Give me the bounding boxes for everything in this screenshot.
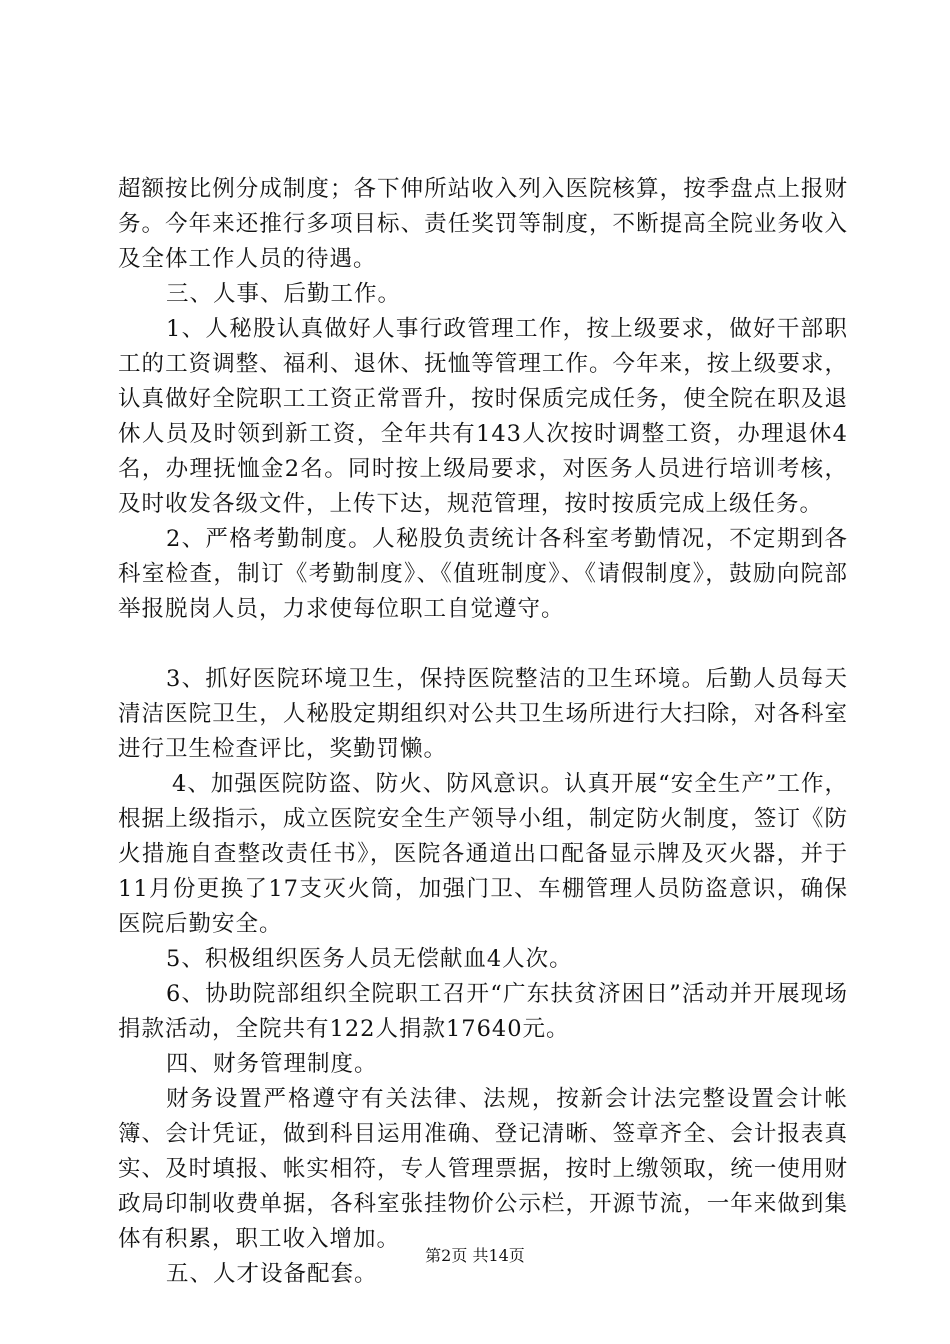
paragraph-1: 超额按比例分成制度；各下伸所站收入列入医院核算，按季盘点上报财务。今年来还推行多项目标、责任奖罚等制度，不断提高全院业务收入及全体工作人员的待遇。 bbox=[118, 176, 848, 272]
section-heading-personnel: 三、人事、后勤工作。 bbox=[166, 281, 402, 307]
paragraph-hygiene: 3、抓好医院环境卫生，保持医院整洁的卫生环境。后勤人员每天清洁医院卫生，人秘股定期组织对公共卫生场所进行大扫除，对各科室进行卫生检查评比，奖勤罚懒。 bbox=[118, 666, 848, 762]
section-heading-finance: 四、财务管理制度。 bbox=[166, 1051, 378, 1077]
paragraph-safety: 4、加强医院防盗、防火、防风意识。认真开展“安全生产”工作，根据上级指示，成立医院安全生产领导小组，制定防火制度，签订《防火措施自查整改责任书》，医院各通道出口配备显示牌及灭火器，并于11月份更换了17支灭火筒，加强门卫、车棚管理人员防盗意识，确保医院后勤安全。 bbox=[118, 771, 848, 937]
section-heading-talent: 五、人才设备配套。 bbox=[166, 1261, 378, 1287]
page-number-footer: 第2页 共14页 bbox=[425, 1246, 525, 1265]
paragraph-personnel-admin: 1、人秘股认真做好人事行政管理工作，按上级要求，做好干部职工的工资调整、福利、退休、抚恤等管理工作。今年来，按上级要求，认真做好全院职工工资正常晋升，按时保质完成任务，使全院在职及退休人员及时领到新工资，全年共有143人次按时调整工资，办理退休4名，办理抚恤金2名。同时按上级局要求，对医务人员进行培训考核，及时收发各级文件，上传下达，规范管理，按时按质完成上级任务。 bbox=[118, 316, 848, 517]
paragraph-gap bbox=[118, 627, 848, 662]
paragraph-donation-event: 6、协助院部组织全院职工召开“广东扶贫济困日”活动并开展现场捐款活动，全院共有122人捐款17640元。 bbox=[118, 981, 848, 1042]
paragraph-blood-donation: 5、积极组织医务人员无偿献血4人次。 bbox=[166, 946, 573, 972]
paragraph-attendance: 2、严格考勤制度。人秘股负责统计各科室考勤情况，不定期到各科室检查，制订《考勤制度》、《值班制度》、《请假制度》，鼓励向院部举报脱岗人员，力求使每位职工自觉遵守。 bbox=[118, 526, 848, 622]
paragraph-finance: 财务设置严格遵守有关法律、法规，按新会计法完整设置会计帐簿、会计凭证，做到科目运用准确、登记清晰、签章齐全、会计报表真实、及时填报、帐实相符，专人管理票据，按时上缴领取，统一使用财政局印制收费单据，各科室张挂物价公示栏，开源节流，一年来做到集体有积累，职工收入增加。 bbox=[118, 1086, 848, 1252]
document-body bbox=[118, 172, 848, 1292]
